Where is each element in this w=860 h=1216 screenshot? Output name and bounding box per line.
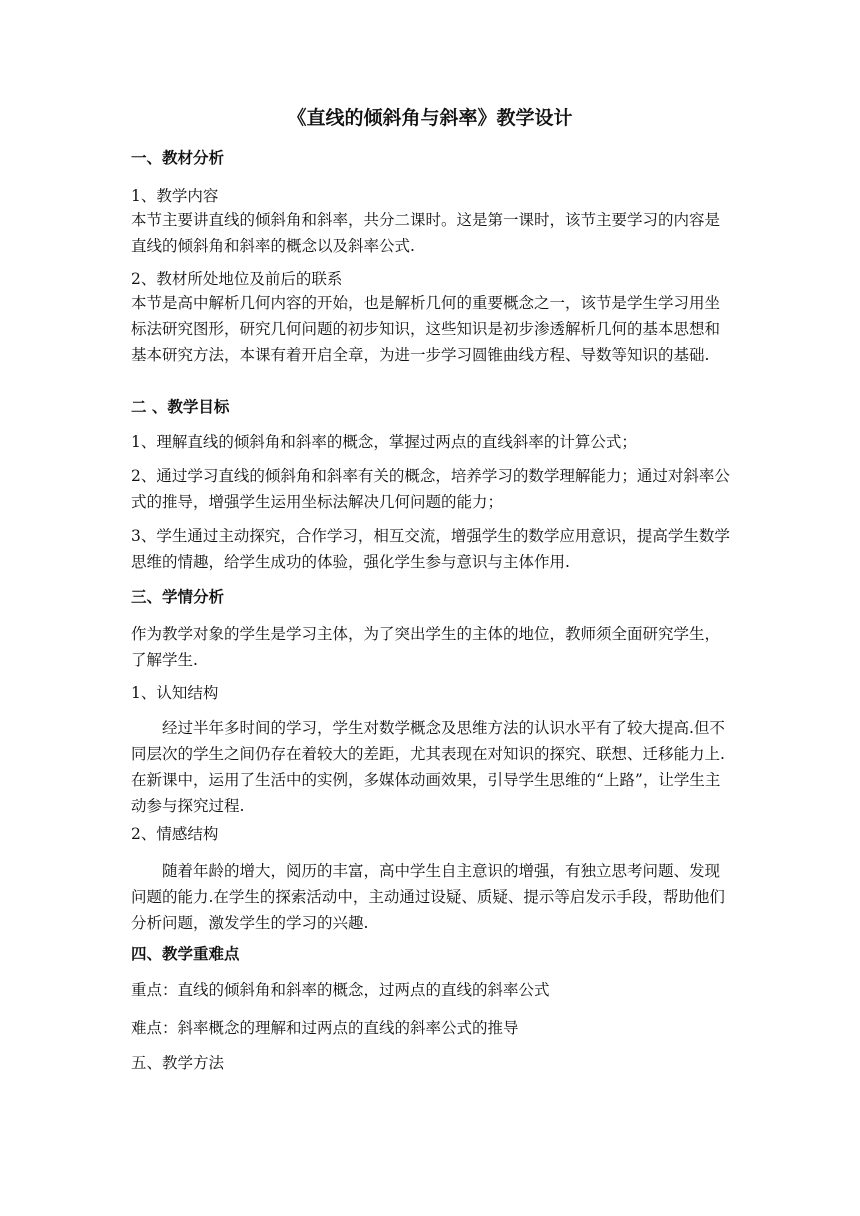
section-heading-textbook-analysis: 一、教材分析 [131,149,225,167]
section-heading-teaching-methods: 五、教学方法 [131,1054,225,1072]
subheading-teaching-content: 1、教学内容 [131,187,219,205]
section-heading-teaching-goals: 二 、教学目标 [131,398,230,416]
section-heading-key-points: 四、教学重难点 [131,945,240,963]
section-heading-student-analysis: 三、学情分析 [131,588,225,606]
paragraph-textbook-position: 本节是高中解析几何内容的开始，也是解析几何的重要概念之一，该节是学生学习用坐标法研究图形，研究几何问题的初步知识，这些知识是初步渗透解析几何的基本思想和基本研究方法，本课有着开启全章，为进一步学习圆锥曲线方程、导数等知识的基础. [131,294,721,364]
goal-item-1: 1、理解直线的倾斜角和斜率的概念，掌握过两点的直线斜率的计算公式； [131,433,637,451]
subheading-textbook-position: 2、教材所处地位及前后的联系 [131,270,343,288]
subheading-emotional-structure: 2、情感结构 [131,825,219,843]
paragraph-teaching-content: 本节主要讲直线的倾斜角和斜率，共分二课时。这是第一课时，该节主要学习的内容是直线的倾斜角和斜率的概念以及斜率公式. [131,211,721,255]
paragraph-student-intro: 作为教学对象的学生是学习主体，为了突出学生的主体的地位，教师须全面研究学生，了解学生. [131,625,721,669]
subheading-cognitive-structure: 1、认知结构 [131,684,219,702]
key-point-text: 重点：直线的倾斜角和斜率的概念，过两点的直线的斜率公式 [131,981,550,999]
goal-item-3: 3、学生通过主动探究，合作学习，相互交流，增强学生的数学应用意识，提高学生数学思维的情趣，给学生成功的体验，强化学生参与意识与主体作用. [131,527,730,571]
paragraph-cognitive-structure: 经过半年多时间的学习，学生对数学概念及思维方法的认识水平有了较大提高.但不同层次的学生之间仍存在着较大的差距，尤其表现在对知识的探究、联想、迁移能力上.在新课中，运用了生活中的实例，多媒体动画效果，引导学生思维的“上路”，让学生主动参与探究过程. [131,719,725,815]
goal-item-2: 2、通过学习直线的倾斜角和斜率有关的概念，培养学习的数学理解能力；通过对斜率公式的推导，增强学生运用坐标法解决几何问题的能力； [131,467,730,511]
paragraph-emotional-structure: 随着年龄的增大，阅历的丰富，高中学生自主意识的增强，有独立思考问题、发现问题的能力.在学生的探索活动中，主动通过设疑、质疑、提示等启发示手段，帮助他们分析问题，激发学生的学习的兴趣. [131,862,725,932]
document-title: 《直线的倾斜角与斜率》教学设计 [287,107,573,129]
difficult-point-text: 难点：斜率概念的理解和过两点的直线的斜率公式的推导 [131,1019,519,1037]
